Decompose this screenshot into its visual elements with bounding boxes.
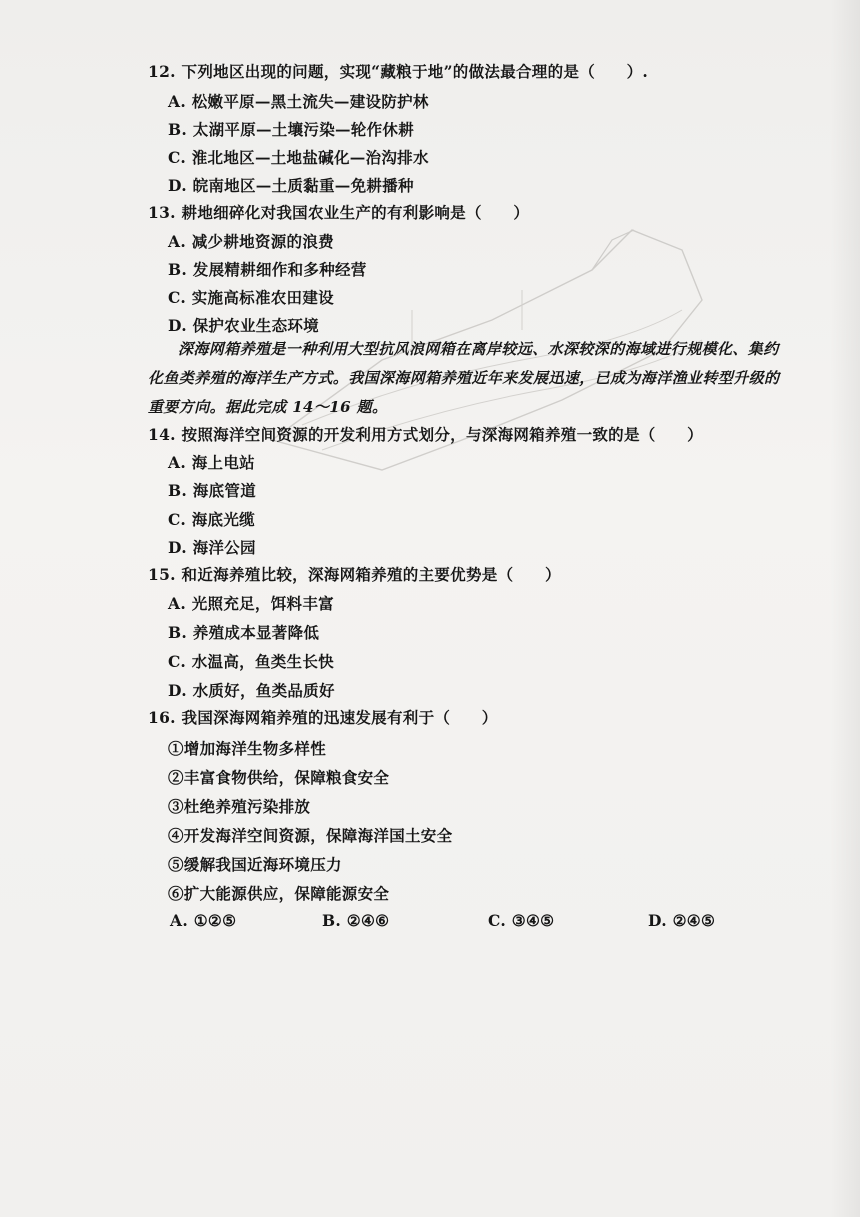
question-12-option-b: B. 太湖平原—土壤污染—轮作休耕 [168,120,414,139]
question-13-stem: 13. 耕地细碎化对我国农业生产的有利影响是（ ） [148,203,530,222]
question-14-option-c: C. 海底光缆 [168,510,255,529]
question-16-choice-c: C. ③④⑤ [488,911,555,930]
material-line-1: 深海网箱养殖是一种利用大型抗风浪网箱在离岸较远、水深较深的海域进行规模化、集约 [178,340,779,358]
reading-material [148,335,808,422]
question-15-option-d: D. 水质好，鱼类品质好 [168,681,335,700]
question-15-stem: 15. 和近海养殖比较，深海网箱养殖的主要优势是（ ） [148,565,561,584]
question-16-choice-a: A. ①②⑤ [170,911,237,930]
question-15-option-c: C. 水温高，鱼类生长快 [168,652,334,671]
question-16-choice-d: D. ②④⑤ [648,911,716,930]
question-16-item-5: ⑤缓解我国近海环境压力 [168,855,342,874]
material-line-2: 化鱼类养殖的海洋生产方式。我国深海网箱养殖近年来发展迅速，已成为海洋渔业转型升级的 [148,369,780,387]
question-15-option-a: A. 光照充足，饵料丰富 [168,594,334,613]
bleed-through-text [648,62,791,81]
question-16-item-4: ④开发海洋空间资源，保障海洋国土安全 [168,826,453,845]
question-12-option-a: A. 松嫩平原—黑土流失—建设防护林 [168,92,429,111]
question-12-stem: 12. 下列地区出现的问题，实现“藏粮于地”的做法最合理的是（ ）. [148,62,649,81]
question-16-stem: 16. 我国深海网箱养殖的迅速发展有利于（ ） [148,708,498,727]
question-12-option-c: C. 淮北地区—土地盐碱化—治沟排水 [168,148,429,167]
question-16-item-2: ②丰富食物供给，保障粮食安全 [168,768,390,787]
material-line-3: 重要方向。据此完成 14～16 题。 [148,398,388,416]
scan-shadow [830,0,860,1217]
question-12-option-d: D. 皖南地区—土质黏重—免耕播种 [168,176,414,195]
question-13-option-b: B. 发展精耕细作和多种经营 [168,260,367,279]
question-14-stem: 14. 按照海洋空间资源的开发利用方式划分，与深海网箱养殖一致的是（ ） [148,425,703,444]
question-13-option-d: D. 保护农业生态环境 [168,316,319,335]
question-14-option-a: A. 海上电站 [168,453,255,472]
question-14-option-b: B. 海底管道 [168,481,256,500]
question-16-item-6: ⑥扩大能源供应，保障能源安全 [168,884,390,903]
question-16-choice-b: B. ②④⑥ [322,911,390,930]
question-16-item-1: ①增加海洋生物多样性 [168,739,327,758]
question-14-option-d: D. 海洋公园 [168,538,256,557]
question-13-option-a: A. 减少耕地资源的浪费 [168,232,334,251]
question-16-item-3: ③杜绝养殖污染排放 [168,797,311,816]
question-15-option-b: B. 养殖成本显著降低 [168,623,320,642]
question-13-option-c: C. 实施高标准农田建设 [168,288,334,307]
